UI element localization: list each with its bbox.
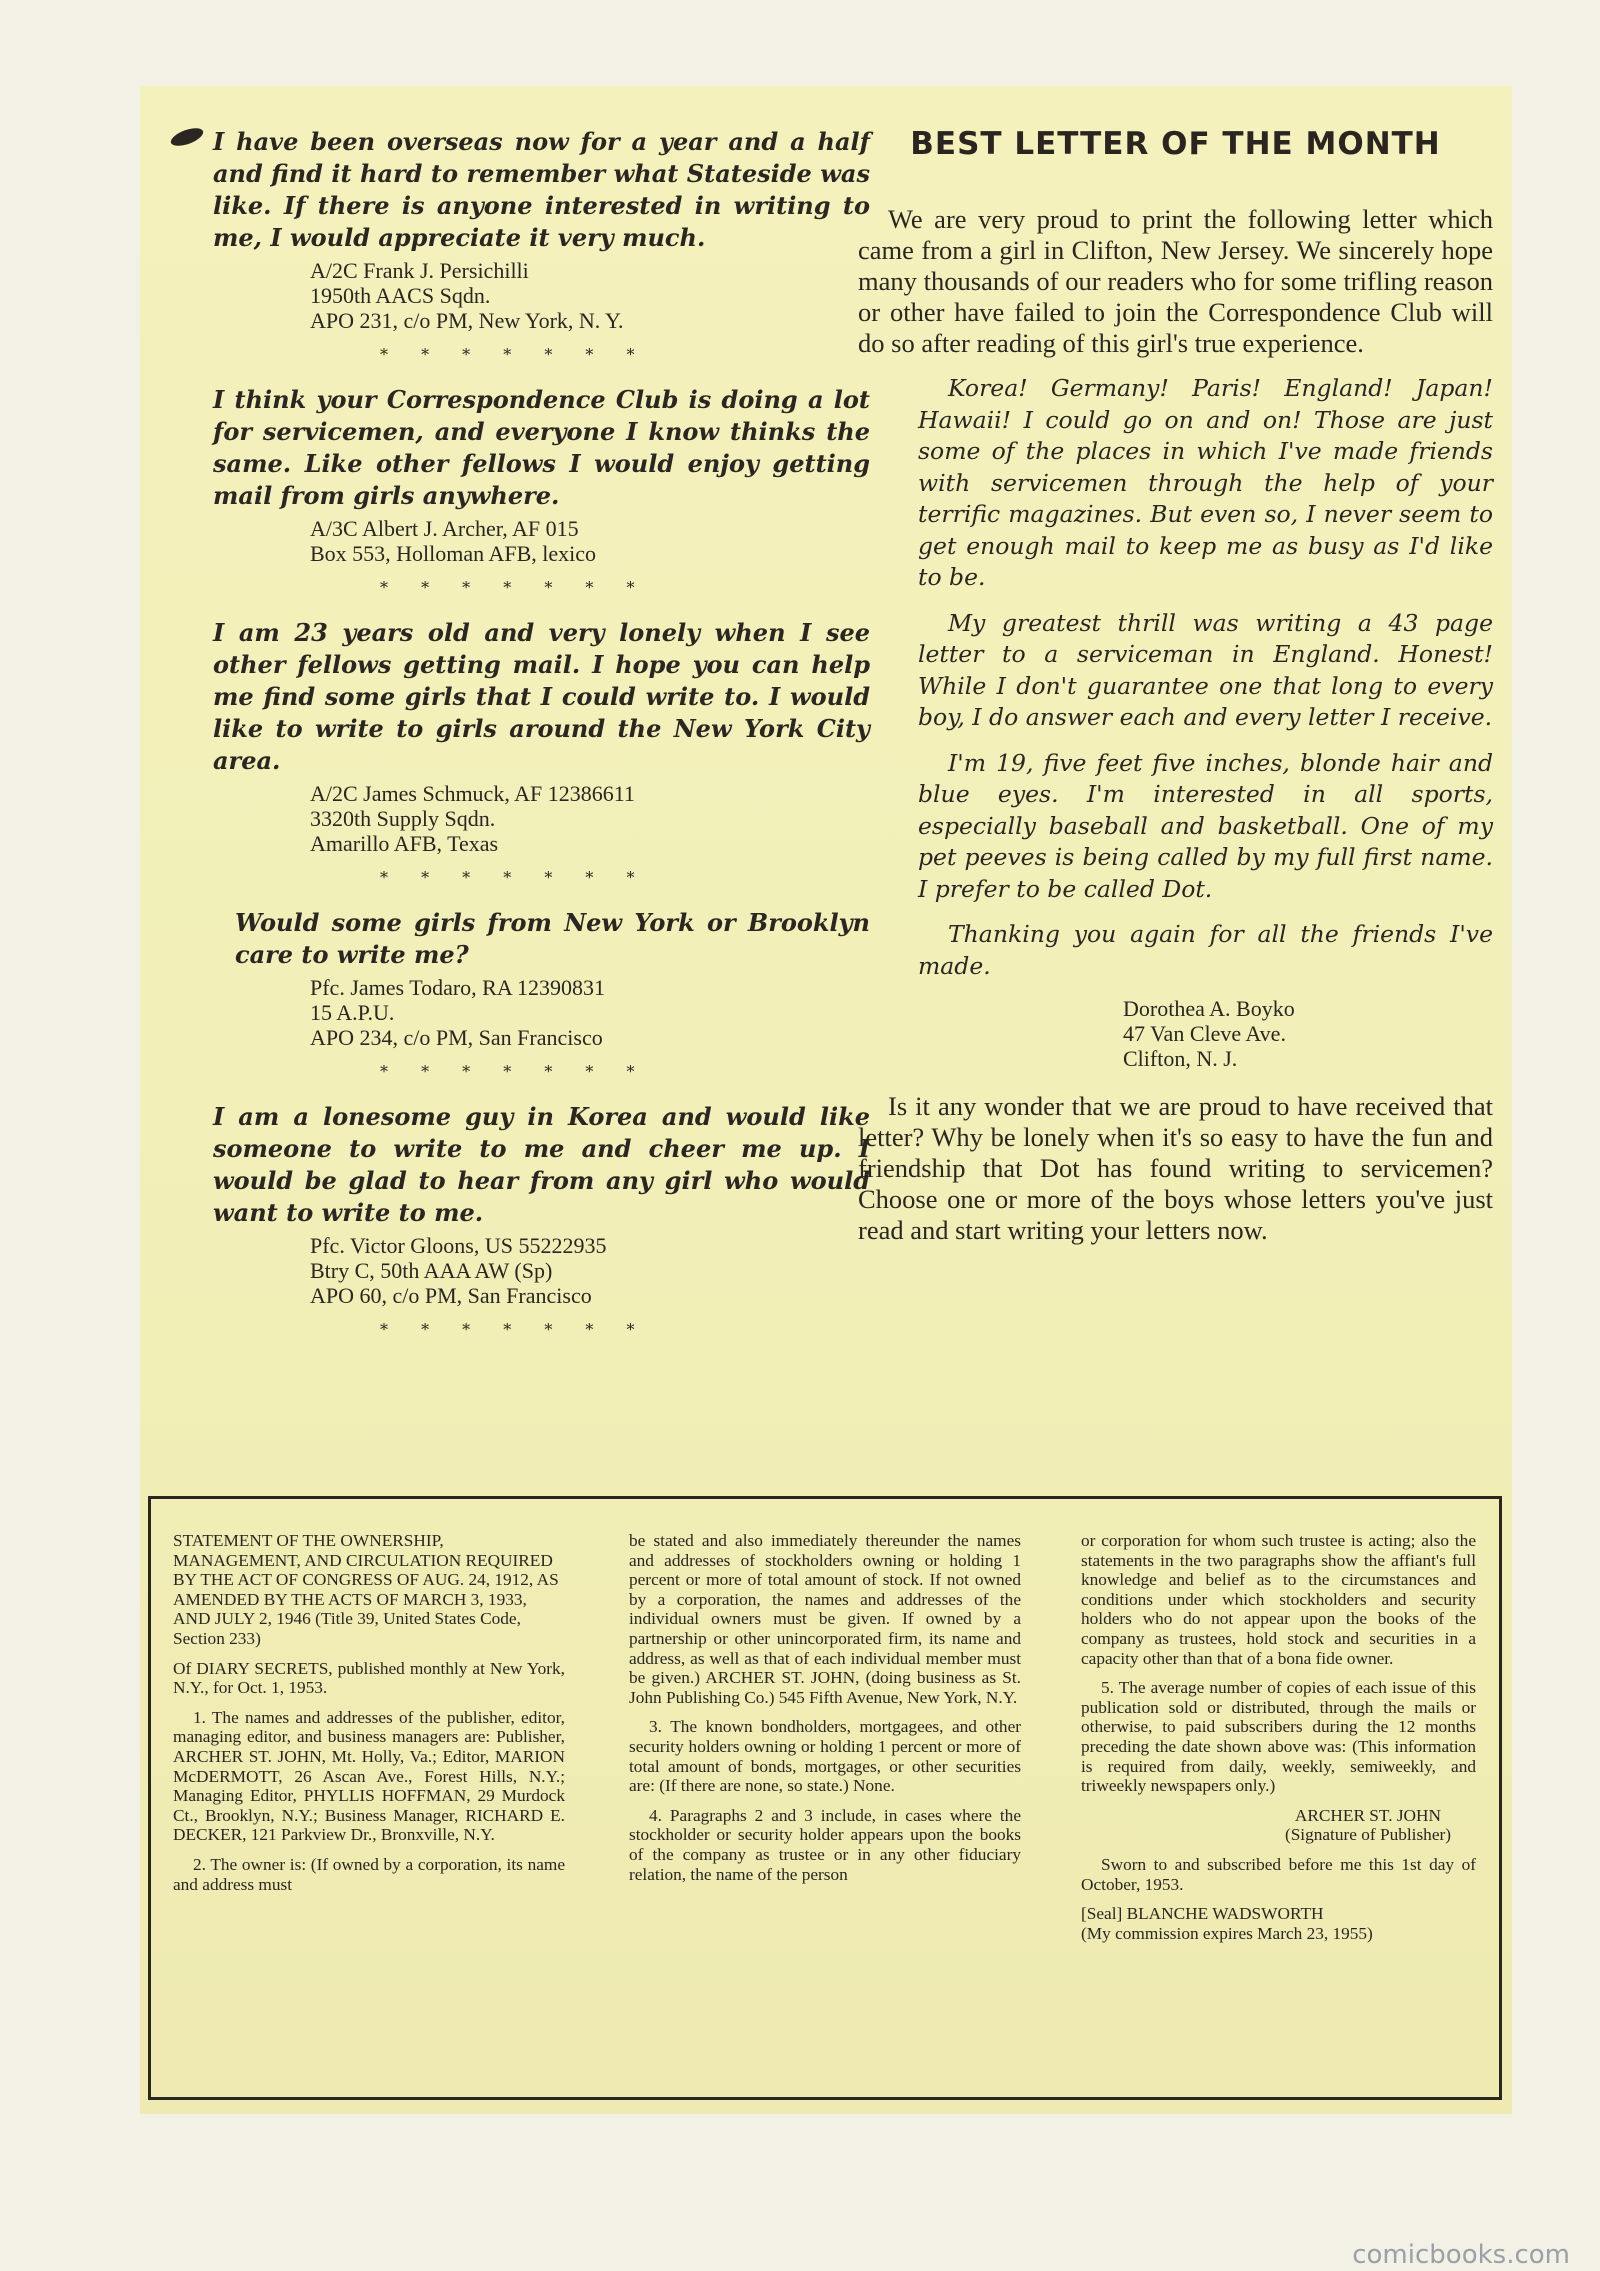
ink-smudge: [169, 125, 206, 150]
statement-paragraph: be stated and also immediately thereunder the names and addresses of stockholders owning or holding 1 percent or more of total amount of stock. If not owned by a corporation, the names and addresses of the individual owners must be given. If owned by a partnership or other unincorporated firm, its name and address, as well as that of each individual member must be given.) ARCHER ST. JOHN, (doing business as St. John Publishing Co.) 545 Fifth Avenue, New York, N.Y.: [629, 1531, 1021, 1707]
separator: * * * * * * *: [380, 1320, 649, 1339]
letter-3: [210, 617, 870, 887]
letter-signature: [310, 781, 870, 856]
signature-line: 1950th AACS Sqdn.: [310, 283, 491, 308]
signature-line: Amarillo AFB, Texas: [310, 831, 499, 856]
signature-line: A/2C Frank J. Persichilli: [310, 258, 529, 283]
quote-paragraph: Korea! Germany! Paris! England! Japan! Hawaii! I could go on and on! Those are just some of the places in which I've made friends with servicemen through the help of your terrific magazines. But even so, I never seem to get enough mail to keep me as busy as I'd like to be.: [918, 374, 1493, 591]
signature-line: 47 Van Cleve Ave.: [1123, 1021, 1286, 1046]
letter-5: [210, 1101, 870, 1339]
publisher-signature: ARCHER ST. JOHN: [1294, 1805, 1441, 1825]
quote-paragraph: I'm 19, five feet five inches, blonde hair and blue eyes. I'm interested in all sports, especially baseball and basketball. One of my pet peeves is being called by my full first name. I prefer to be called Dot.: [918, 748, 1493, 903]
site-watermark: comicbooks.com: [1352, 2240, 1570, 2270]
signature-line: Dorothea A. Boyko: [1123, 996, 1295, 1021]
separator: * * * * * * *: [380, 868, 649, 887]
quote-paragraph: My greatest thrill was writing a 43 page letter to a serviceman in England. Honest! While I don't guarantee one that long to every boy, I do answer each and every letter I receive.: [918, 608, 1493, 731]
signature-line: A/2C James Schmuck, AF 12386611: [310, 781, 635, 806]
letter-1: [210, 126, 870, 364]
statement-paragraph: Of DIARY SECRETS, published monthly at New York, N.Y., for Oct. 1, 1953.: [173, 1658, 565, 1698]
signature-line: Btry C, 50th AAA AW (Sp): [310, 1258, 553, 1283]
statement-column-2: [629, 1531, 1021, 1894]
pen-pal-letters-column: [210, 126, 870, 1359]
signature-line: Pfc. James Todaro, RA 12390831: [310, 975, 606, 1000]
letter-signature: [310, 258, 870, 333]
statement-paragraph: or corporation for whom such trustee is acting; also the statements in the two paragraphs show the affiant's full knowledge and belief as to the circumstances and conditions under which stockholders and security holders who do not appear upon the books of the company as trustees, hold stock and securities in a capacity other than that of a bona fide owner.: [1081, 1531, 1476, 1668]
signature-line: 15 A.P.U.: [310, 1000, 395, 1025]
ownership-statement-box: [148, 1496, 1502, 2100]
letter-signature: [310, 975, 870, 1050]
best-letter-intro: We are very proud to print the following letter which came from a girl in Clifton, New Jersey. We sincerely hope many thousands of our readers who for some trifling reason or other have failed to join the Correspondence Club will do so after reading of this girl's true experience.: [858, 204, 1493, 358]
sworn-statement: Sworn to and subscribed before me this 1st day of October, 1953.: [1081, 1854, 1476, 1894]
signature-line: 3320th Supply Sqdn.: [310, 806, 496, 831]
statement-paragraph: 4. Paragraphs 2 and 3 include, in cases where the stockholder or security holder appears upon the books of the company as trustee or in any other fiduciary relation, the name of the person: [629, 1805, 1021, 1884]
separator: * * * * * * *: [380, 345, 649, 364]
best-letter-headline: BEST LETTER OF THE MONTH: [910, 126, 1441, 162]
statement-column-1: [173, 1531, 565, 1904]
separator: * * * * * * *: [380, 578, 649, 597]
letter-body: I am a lonesome guy in Korea and would like someone to write to me and cheer me up. I would be glad to hear from any girl who would want to write to me.: [213, 1102, 870, 1227]
best-letter-signature: [1123, 996, 1493, 1071]
notary-commission: (My commission expires March 23, 1955): [1081, 1923, 1373, 1943]
best-letter-closing: Is it any wonder that we are proud to have received that letter? Why be lonely when it's so easy to have the fun and friendship that Dot has found writing to servicemen? Choose one or more of the boys whose letters you've just read and start writing your letters now.: [858, 1091, 1493, 1245]
letter-body: I have been overseas now for a year and a half and find it hard to remember what Stateside was like. If there is anyone interested in writing to me, I would appreciate it very much.: [213, 127, 870, 252]
letter-2: [210, 384, 870, 597]
letter-signature: [310, 516, 870, 566]
signature-line: A/3C Albert J. Archer, AF 015: [310, 516, 579, 541]
quote-paragraph: Thanking you again for all the friends I've made.: [918, 920, 1493, 980]
signature-line: APO 234, c/o PM, San Francisco: [310, 1025, 603, 1050]
statement-paragraph: 3. The known bondholders, mortgagees, and other security holders owning or holding 1 percent or more of total amount of bonds, mortgages, or other securities are: (If there are none, so state.) None.: [629, 1717, 1021, 1796]
signature-line: APO 231, c/o PM, New York, N. Y.: [310, 308, 624, 333]
letter-signature: [310, 1233, 870, 1308]
signature-line: Pfc. Victor Gloons, US 55222935: [310, 1233, 607, 1258]
statement-paragraph: 5. The average number of copies of each issue of this publication sold or distributed, through the mails or otherwise, to paid subscribers during the 12 months preceding the date shown above was: (This information is required from daily, weekly, semiweekly, and triweekly newspapers only.): [1081, 1678, 1476, 1796]
signature-line: Clifton, N. J.: [1123, 1046, 1238, 1071]
statement-paragraph: 2. The owner is: (If owned by a corporation, its name and address must: [173, 1854, 565, 1894]
publisher-signature-caption: (Signature of Publisher): [1284, 1825, 1451, 1845]
best-letter-column: [858, 126, 1493, 1246]
letter-4: [210, 907, 870, 1081]
notary-seal-line: [Seal] BLANCHE WADSWORTH: [1081, 1904, 1324, 1924]
statement-title: STATEMENT OF THE OWNERSHIP, MANAGEMENT, AND CIRCULATION REQUIRED BY THE ACT OF CONGRESS OF AUG. 24, 1912, AS AMENDED BY THE ACTS OF MARCH 3, 1933, AND JULY 2, 1946 (Title 39, United States Code, Section 233): [173, 1531, 559, 1648]
best-letter-quote: [918, 373, 1493, 982]
signature-line: Box 553, Holloman AFB, lexico: [310, 541, 596, 566]
letter-body: I am 23 years old and very lonely when I see other fellows getting mail. I hope you can help me find some girls that I could write to. I would like to write to girls around the New York City area.: [213, 618, 870, 775]
magazine-page: [140, 86, 1512, 2114]
separator: * * * * * * *: [380, 1062, 649, 1081]
statement-column-3: [1081, 1531, 1476, 1943]
statement-paragraph: 1. The names and addresses of the publisher, editor, managing editor, and business managers are: Publisher, ARCHER ST. JOHN, Mt. Holly, Va.; Editor, MARION McDERMOTT, 26 Ascan Ave., Forest Hills, N.Y.; Managing Editor, PHYLLIS HOFFMAN, 29 Murdock Ct., Brooklyn, N.Y.; Business Manager, RICHARD E. DECKER, 121 Parkview Dr., Bronxville, N.Y.: [173, 1707, 565, 1845]
signature-line: APO 60, c/o PM, San Francisco: [310, 1283, 592, 1308]
letter-body: Would some girls from New York or Brooklyn care to write me?: [235, 908, 870, 969]
letter-body: I think your Correspondence Club is doing a lot for servicemen, and everyone I know thinks the same. Like other fellows I would enjoy getting mail from girls anywhere.: [213, 385, 870, 510]
